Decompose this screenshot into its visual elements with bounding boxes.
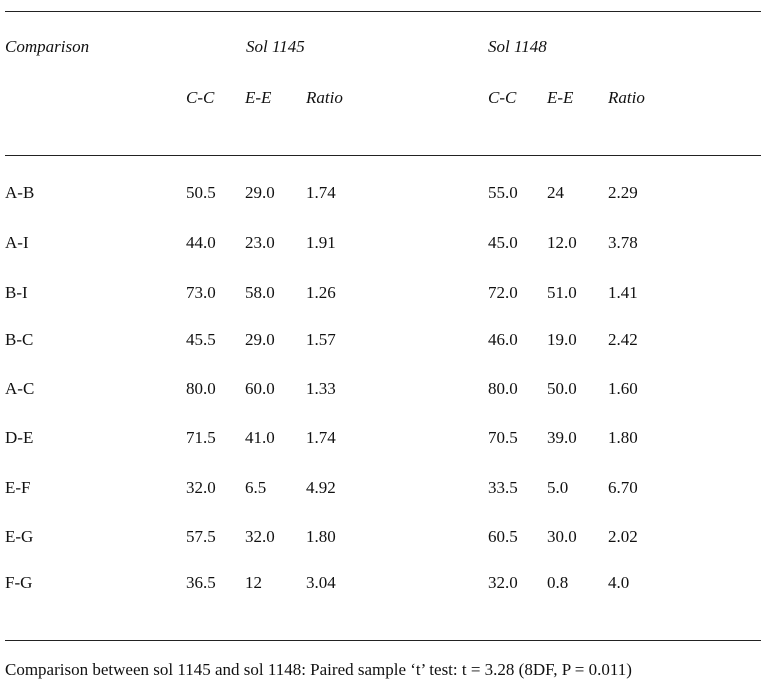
sol-1145-ratio-cell: 1.74 — [306, 183, 336, 202]
comparison-header: Comparison — [5, 37, 90, 56]
sol-1148-cc-cell: 72.0 — [488, 283, 518, 302]
sol-1145-ee-cell: 41.0 — [245, 428, 275, 447]
sol-1148-header: Sol 1148 — [488, 37, 547, 56]
sol-1145-cc-cell: 45.5 — [186, 330, 216, 349]
sol-1145-cc-cell: 71.5 — [186, 428, 216, 447]
sol-1145-ee-cell: 6.5 — [245, 478, 267, 497]
sol-1145-ratio-cell: 4.92 — [306, 478, 336, 497]
sol-1145-cc-cell: 32.0 — [186, 478, 216, 497]
sol-1148-ratio-cell: 1.80 — [608, 428, 638, 447]
sol-1145-ee-cell: 58.0 — [245, 283, 275, 302]
sol-1148-ee-cell: 5.0 — [547, 478, 569, 497]
sol-1145-ratio-cell: 1.74 — [306, 428, 336, 447]
sol-1148-ee-cell: 51.0 — [547, 283, 577, 302]
sol-1145-cc-cell: 57.5 — [186, 527, 216, 546]
bottom-rule — [5, 640, 761, 641]
sol-1148-ratio-cell: 2.02 — [608, 527, 638, 546]
sol-1148-cc-cell: 33.5 — [488, 478, 518, 497]
row-label: A-C — [5, 379, 35, 398]
row-label: A-I — [5, 233, 29, 252]
sol-1148-cc-cell: 45.0 — [488, 233, 518, 252]
header-rule — [5, 155, 761, 156]
sol-1148-cc-header: C-C — [488, 88, 517, 107]
sol-1145-ratio-cell: 1.57 — [306, 330, 336, 349]
sol-1145-ee-cell: 60.0 — [245, 379, 275, 398]
sol-1148-ee-cell: 39.0 — [547, 428, 577, 447]
sol-1148-cc-cell: 32.0 — [488, 573, 518, 592]
sol-1145-ratio-header: Ratio — [306, 88, 343, 107]
sol-1148-ratio-cell: 2.29 — [608, 183, 638, 202]
sol-1145-ee-cell: 29.0 — [245, 330, 275, 349]
sol-1145-cc-cell: 36.5 — [186, 573, 216, 592]
sol-1148-cc-cell: 46.0 — [488, 330, 518, 349]
sol-1145-ratio-cell: 1.80 — [306, 527, 336, 546]
sol-1148-ratio-cell: 1.41 — [608, 283, 638, 302]
sol-1148-ratio-cell: 2.42 — [608, 330, 638, 349]
sol-1145-ee-cell: 23.0 — [245, 233, 275, 252]
sol-1145-cc-cell: 80.0 — [186, 379, 216, 398]
sol-1148-ee-cell: 50.0 — [547, 379, 577, 398]
sol-1145-ee-cell: 32.0 — [245, 527, 275, 546]
sol-1148-ratio-cell: 1.60 — [608, 379, 638, 398]
sol-1145-ee-cell: 12 — [245, 573, 262, 592]
row-label: B-I — [5, 283, 28, 302]
top-rule — [5, 11, 761, 12]
sol-1148-ee-header: E-E — [547, 88, 574, 107]
row-label: F-G — [5, 573, 33, 592]
sol-1145-ratio-cell: 1.91 — [306, 233, 336, 252]
sol-1148-ratio-cell: 3.78 — [608, 233, 638, 252]
row-label: E-F — [5, 478, 31, 497]
sol-1145-cc-header: C-C — [186, 88, 215, 107]
sol-1145-ratio-cell: 1.26 — [306, 283, 336, 302]
sol-1148-cc-cell: 55.0 — [488, 183, 518, 202]
sol-1148-cc-cell: 80.0 — [488, 379, 518, 398]
row-label: E-G — [5, 527, 34, 546]
sol-1148-ratio-cell: 6.70 — [608, 478, 638, 497]
row-label: A-B — [5, 183, 35, 202]
sol-1148-ee-cell: 24 — [547, 183, 564, 202]
sol-1148-ee-cell: 12.0 — [547, 233, 577, 252]
sol-1148-ee-cell: 0.8 — [547, 573, 569, 592]
sol-1148-ratio-header: Ratio — [608, 88, 645, 107]
sol-1148-ee-cell: 30.0 — [547, 527, 577, 546]
sol-1145-cc-cell: 44.0 — [186, 233, 216, 252]
sol-1145-ee-header: E-E — [245, 88, 272, 107]
sol-1148-ratio-cell: 4.0 — [608, 573, 630, 592]
sol-1148-ee-cell: 19.0 — [547, 330, 577, 349]
sol-1145-ratio-cell: 1.33 — [306, 379, 336, 398]
sol-1145-ee-cell: 29.0 — [245, 183, 275, 202]
sol-1145-header: Sol 1145 — [246, 37, 305, 56]
row-label: B-C — [5, 330, 34, 349]
row-label: D-E — [5, 428, 34, 447]
sol-1148-cc-cell: 60.5 — [488, 527, 518, 546]
sol-1148-cc-cell: 70.5 — [488, 428, 518, 447]
sol-1145-cc-cell: 50.5 — [186, 183, 216, 202]
sol-1145-cc-cell: 73.0 — [186, 283, 216, 302]
table-footnote: Comparison between sol 1145 and sol 1148: Paired sample ‘t’ test: t = 3.28 (8DF, P = 0.011) — [5, 660, 632, 679]
sol-1145-ratio-cell: 3.04 — [306, 573, 336, 592]
